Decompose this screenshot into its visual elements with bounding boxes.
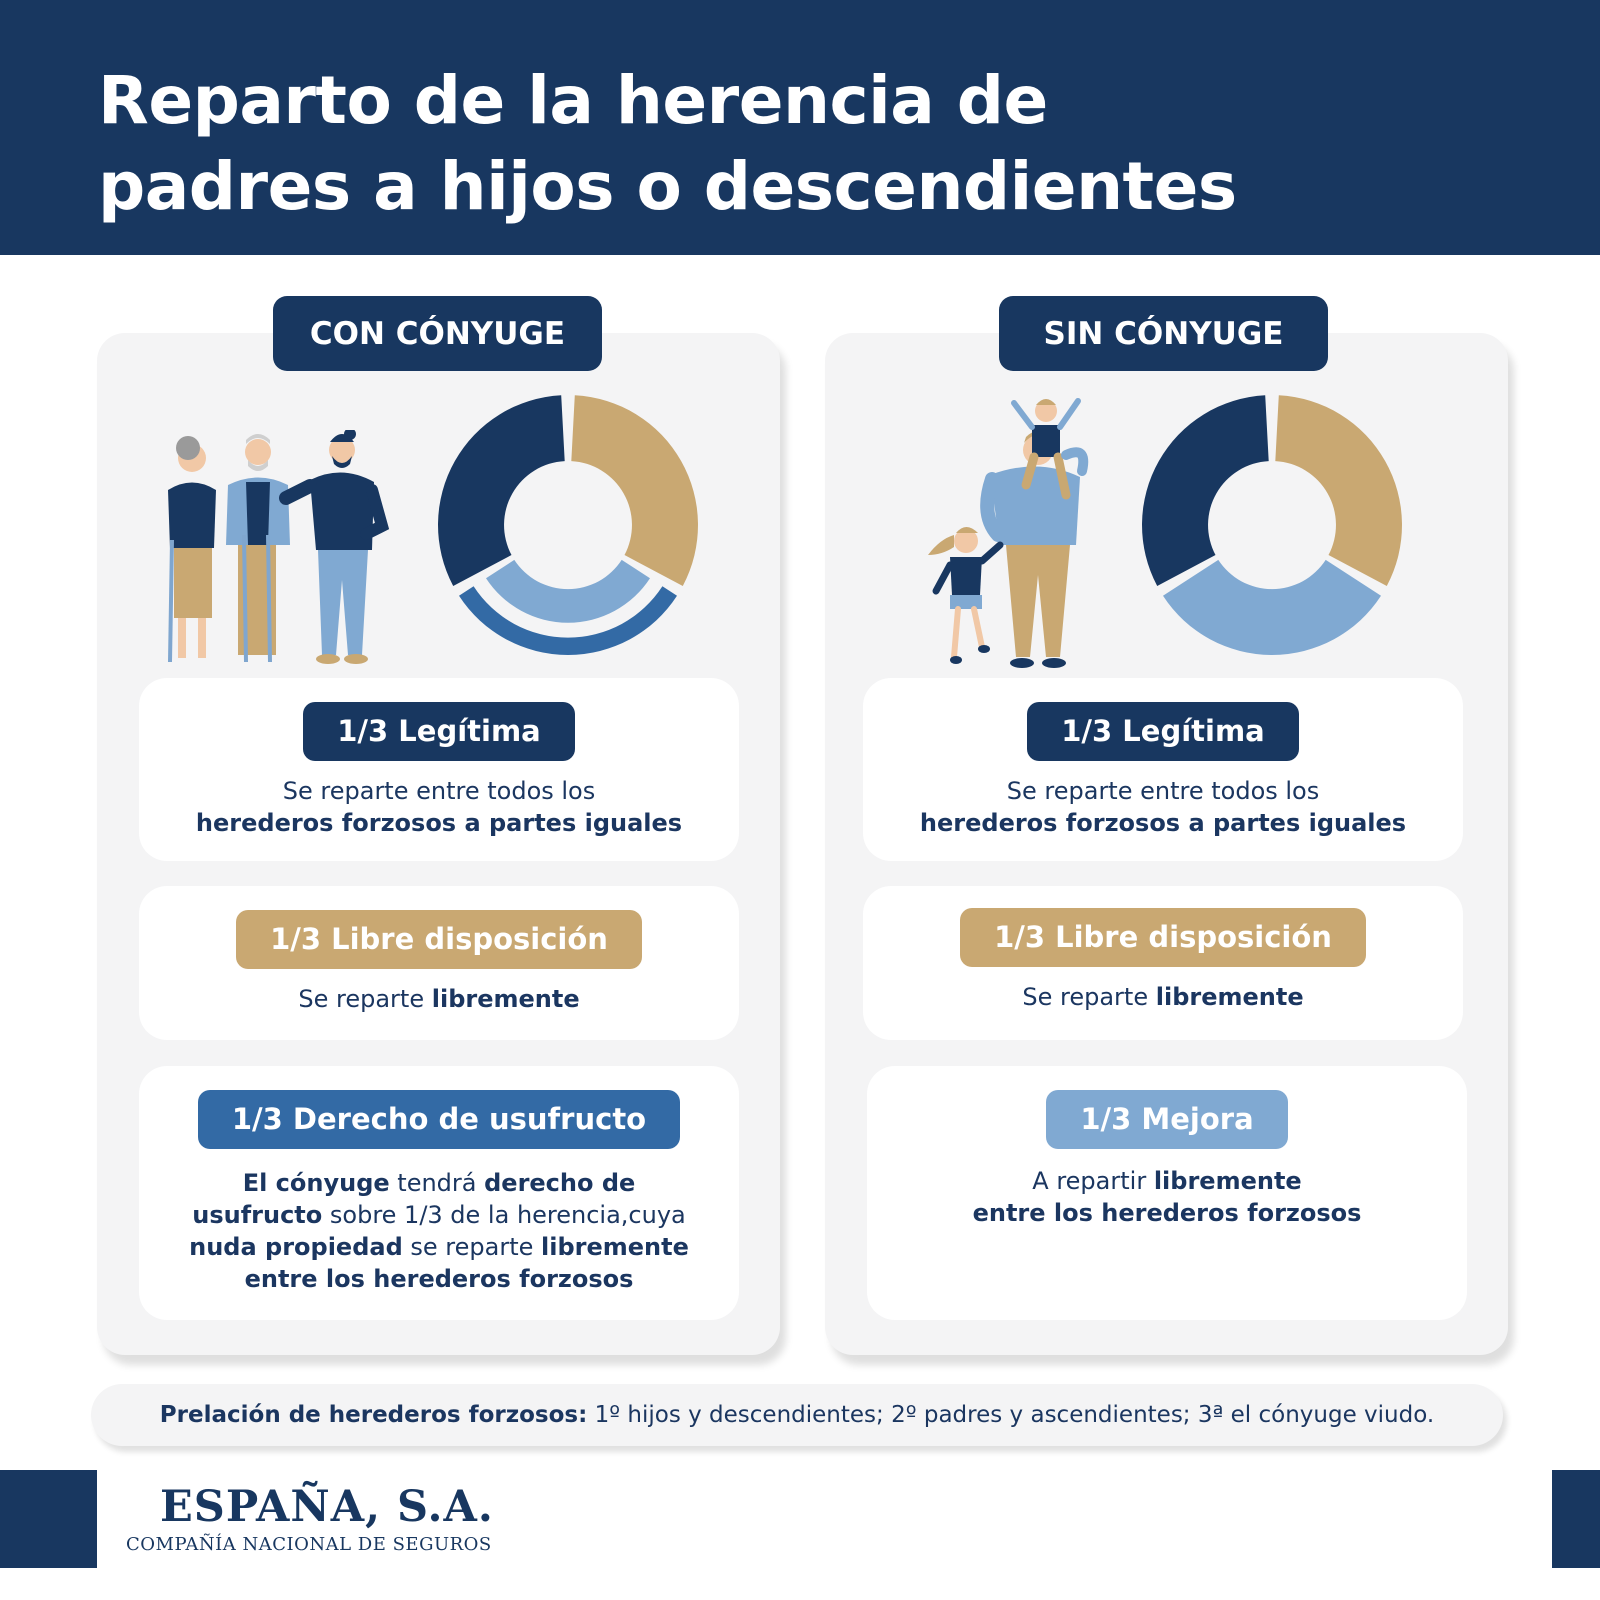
- pill-mejora: 1/3 Mejora: [1046, 1090, 1287, 1149]
- card-usufructo-left: [139, 1066, 739, 1320]
- pill-usufructo: 1/3 Derecho de usufructo: [198, 1090, 680, 1149]
- desc-text: Se reparte: [1022, 983, 1156, 1011]
- card-legitima-left: [139, 678, 739, 861]
- pill-libre-disposicion: 1/3 Libre disposición: [236, 910, 642, 969]
- desc-bold: El cónyuge: [242, 1169, 390, 1197]
- card-description: [139, 983, 739, 1015]
- tag-sin-conyuge: SIN CÓNYUGE: [999, 296, 1328, 371]
- desc-bold: libremente: [1153, 1167, 1302, 1195]
- card-libre-right: [863, 886, 1463, 1040]
- desc-text: Se reparte: [298, 985, 432, 1013]
- desc-line-bold: herederos forzosos a partes iguales: [195, 809, 683, 837]
- desc-bold: libremente: [541, 1233, 689, 1261]
- donut-chart-con-conyuge: [433, 390, 703, 660]
- page-title: [98, 58, 1518, 230]
- desc-bold: entre los herederos forzosos: [972, 1199, 1362, 1227]
- corner-block-right: [1552, 1470, 1600, 1568]
- card-description: [139, 775, 739, 839]
- donut-slice-libre-disposicion: [571, 395, 698, 586]
- card-mejora-right: [867, 1066, 1467, 1320]
- company-logo: ESPAÑA, S.A.: [160, 1482, 494, 1532]
- desc-bold: entre los herederos forzosos: [244, 1265, 634, 1293]
- desc-bold: libremente: [431, 985, 580, 1013]
- desc-line: Se reparte entre todos los: [282, 777, 596, 805]
- header-banner: [0, 0, 1600, 255]
- desc-bold: derecho de: [484, 1169, 636, 1197]
- donut-slice-usufructo-inner: [486, 560, 650, 623]
- desc-text: tendrá: [389, 1169, 485, 1197]
- title-line-1: Reparto de la herencia de: [98, 62, 1048, 139]
- desc-bold: nuda propiedad: [189, 1233, 403, 1261]
- pill-legitima: 1/3 Legítima: [303, 702, 574, 761]
- card-libre-left: [139, 886, 739, 1040]
- card-description: [139, 1167, 739, 1295]
- desc-text: se reparte: [402, 1233, 542, 1261]
- card-description: [863, 775, 1463, 839]
- donut-slice-mejora: [1163, 560, 1381, 655]
- desc-line-bold: herederos forzosos a partes iguales: [919, 809, 1407, 837]
- family-father-children-illustration: [920, 395, 1120, 680]
- tag-con-conyuge: CON CÓNYUGE: [273, 296, 602, 371]
- donut-slice-libre-disposicion: [1275, 395, 1402, 586]
- prelacion-label: Prelación de herederos forzosos:: [159, 1402, 588, 1428]
- pill-legitima: 1/3 Legítima: [1027, 702, 1298, 761]
- corner-block-left: [0, 1470, 97, 1568]
- company-subtitle: COMPAÑÍA NACIONAL DE SEGUROS: [126, 1534, 492, 1555]
- prelacion-note: [91, 1384, 1503, 1446]
- card-description: [867, 1165, 1467, 1229]
- card-description: [863, 981, 1463, 1013]
- desc-text: A repartir: [1032, 1167, 1154, 1195]
- donut-chart-sin-conyuge: [1137, 390, 1407, 660]
- donut-slice-legitima: [1142, 395, 1269, 586]
- card-legitima-right: [863, 678, 1463, 861]
- desc-bold: libremente: [1155, 983, 1304, 1011]
- pill-libre-disposicion: 1/3 Libre disposición: [960, 908, 1366, 967]
- title-line-2: padres a hijos o descendientes: [98, 148, 1237, 225]
- desc-text: sobre 1/3 de la herencia,cuya: [322, 1201, 686, 1229]
- family-elderly-illustration: [150, 430, 400, 680]
- desc-bold: usufructo: [192, 1201, 323, 1229]
- prelacion-text: 1º hijos y descendientes; 2º padres y ascendientes; 3ª el cónyuge viudo.: [587, 1402, 1435, 1428]
- desc-line: Se reparte entre todos los: [1006, 777, 1320, 805]
- donut-slice-legitima: [438, 395, 565, 586]
